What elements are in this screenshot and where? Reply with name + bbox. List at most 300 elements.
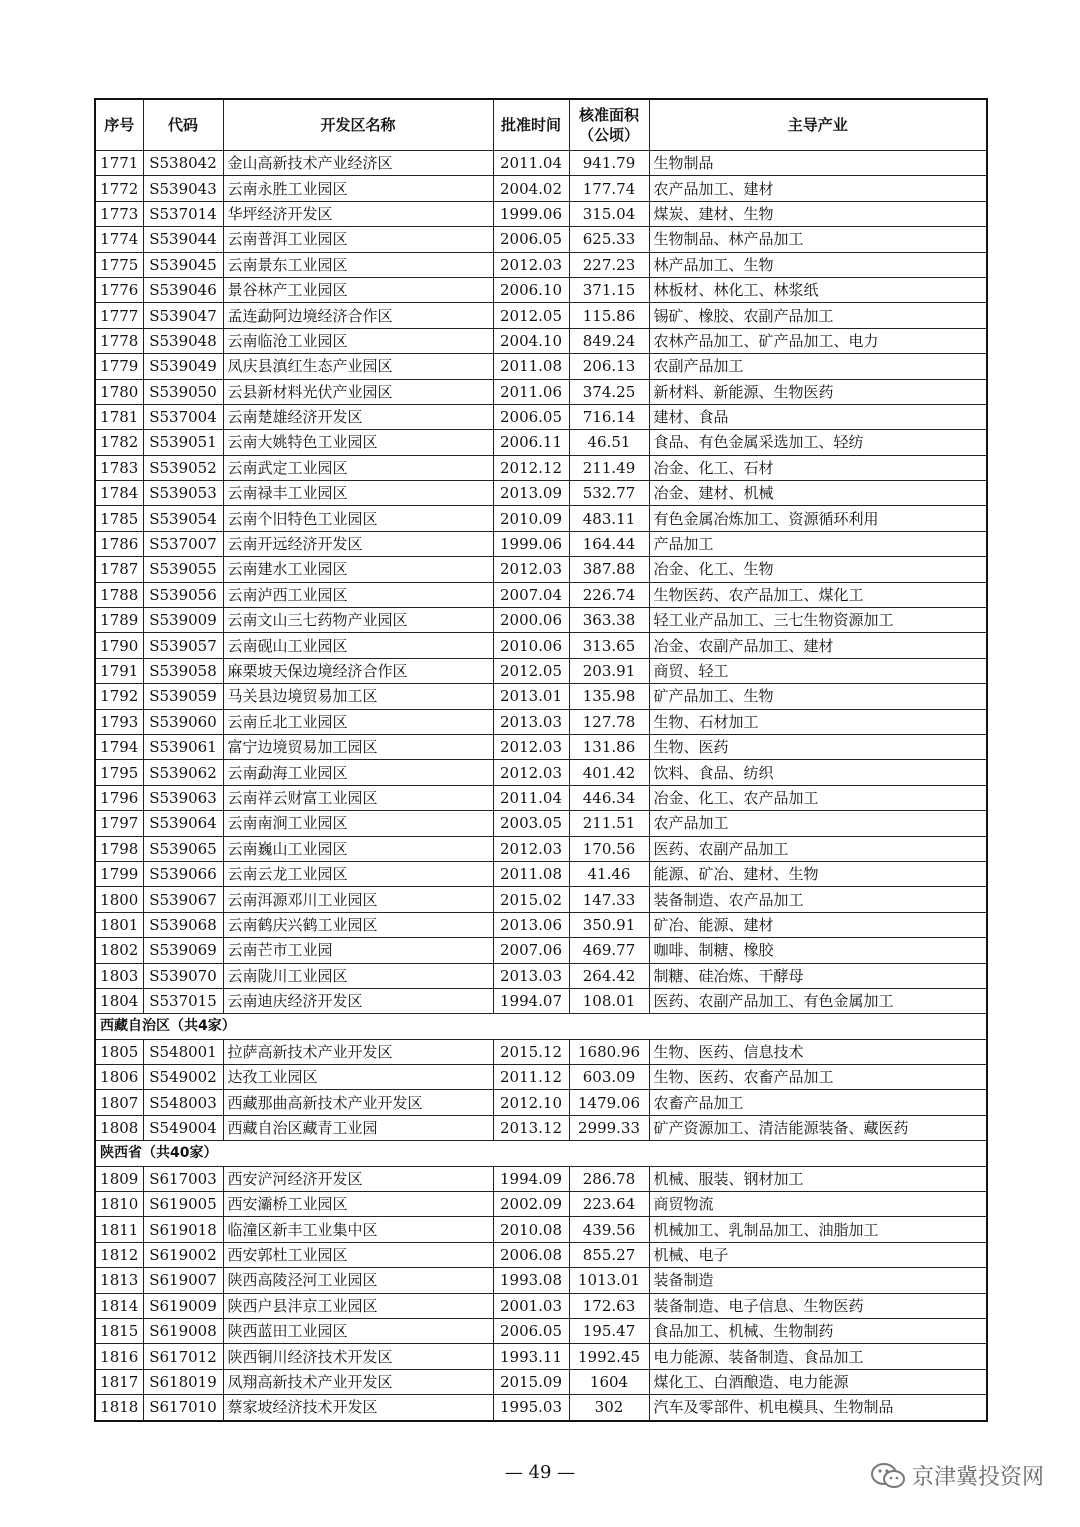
table-row (95, 201, 987, 226)
cell-industry: 生物、石材加工 (649, 709, 987, 734)
cell-code: S548003 (143, 1090, 223, 1115)
cell-date: 1993.11 (493, 1344, 569, 1369)
cell-code: S619007 (143, 1268, 223, 1293)
cell-name: 西安郭杜工业园区 (223, 1242, 493, 1267)
cell-seq: 1787 (95, 557, 143, 582)
table-row (95, 1395, 987, 1421)
cell-industry: 建材、食品 (649, 404, 987, 429)
table-row (95, 861, 987, 886)
table-row (95, 684, 987, 709)
cell-seq: 1788 (95, 582, 143, 607)
cell-seq: 1785 (95, 506, 143, 531)
watermark-text: 京津冀投资网 (911, 1465, 1044, 1490)
table-row (95, 506, 987, 531)
cell-name: 麻栗坡天保边境经济合作区 (223, 658, 493, 683)
cell-code: S549002 (143, 1065, 223, 1090)
table-row (95, 938, 987, 963)
cell-name: 蔡家坡经济技术开发区 (223, 1395, 493, 1421)
cell-date: 1995.03 (493, 1395, 569, 1421)
cell-area: 177.74 (569, 176, 649, 201)
cell-code: S539057 (143, 633, 223, 658)
cell-name: 西安浐河经济开发区 (223, 1166, 493, 1191)
table-row (95, 658, 987, 683)
cell-date: 2012.05 (493, 303, 569, 328)
cell-industry: 食品加工、机械、生物制药 (649, 1318, 987, 1343)
cell-name: 云南景东工业园区 (223, 252, 493, 277)
cell-area: 195.47 (569, 1318, 649, 1343)
cell-date: 2012.03 (493, 760, 569, 785)
cell-seq: 1783 (95, 455, 143, 480)
cell-name: 云南开远经济开发区 (223, 531, 493, 556)
cell-date: 1994.09 (493, 1166, 569, 1191)
cell-area: 716.14 (569, 404, 649, 429)
cell-date: 2013.09 (493, 481, 569, 506)
cell-area: 206.13 (569, 354, 649, 379)
cell-code: S539066 (143, 861, 223, 886)
cell-industry: 轻工业产品加工、三七生物资源加工 (649, 608, 987, 633)
cell-industry: 林产品加工、生物 (649, 252, 987, 277)
cell-code: S539053 (143, 481, 223, 506)
cell-code: S539060 (143, 709, 223, 734)
cell-industry: 农产品加工、建材 (649, 176, 987, 201)
cell-seq: 1781 (95, 404, 143, 429)
cell-seq: 1791 (95, 658, 143, 683)
cell-code: S539050 (143, 379, 223, 404)
cell-industry: 医药、农副产品加工 (649, 836, 987, 861)
cell-seq: 1814 (95, 1293, 143, 1318)
cell-code: S537007 (143, 531, 223, 556)
cell-code: S619008 (143, 1318, 223, 1343)
cell-area: 1680.96 (569, 1039, 649, 1064)
cell-code: S539069 (143, 938, 223, 963)
cell-seq: 1784 (95, 481, 143, 506)
cell-area: 532.77 (569, 481, 649, 506)
cell-name: 云南勐海工业园区 (223, 760, 493, 785)
cell-code: S618019 (143, 1369, 223, 1394)
cell-seq: 1808 (95, 1115, 143, 1140)
cell-area: 264.42 (569, 963, 649, 988)
cell-seq: 1816 (95, 1344, 143, 1369)
table-row (95, 988, 987, 1013)
cell-name: 景谷林产工业园区 (223, 277, 493, 302)
cell-industry: 机械、服装、钢材加工 (649, 1166, 987, 1191)
cell-code: S539058 (143, 658, 223, 683)
cell-seq: 1811 (95, 1217, 143, 1242)
cell-seq: 1805 (95, 1039, 143, 1064)
cell-code: S539043 (143, 176, 223, 201)
cell-area: 387.88 (569, 557, 649, 582)
cell-seq: 1797 (95, 811, 143, 836)
cell-area: 135.98 (569, 684, 649, 709)
table-header-row (95, 99, 987, 151)
cell-code: S539009 (143, 608, 223, 633)
table-row (95, 252, 987, 277)
cell-date: 2010.06 (493, 633, 569, 658)
cell-industry: 机械、电子 (649, 1242, 987, 1267)
cell-date: 2011.08 (493, 354, 569, 379)
cell-industry: 商贸、轻工 (649, 658, 987, 683)
cell-name: 云县新材料光伏产业园区 (223, 379, 493, 404)
cell-seq: 1777 (95, 303, 143, 328)
cell-seq: 1789 (95, 608, 143, 633)
cell-industry: 装备制造、电子信息、生物医药 (649, 1293, 987, 1318)
cell-industry: 冶金、农副产品加工、建材 (649, 633, 987, 658)
cell-date: 2012.05 (493, 658, 569, 683)
table-row (95, 1217, 987, 1242)
header-area-line2: （公顷） (578, 126, 639, 144)
cell-seq: 1801 (95, 912, 143, 937)
cell-date: 2000.06 (493, 608, 569, 633)
cell-industry: 生物、医药 (649, 734, 987, 759)
table-row (95, 1293, 987, 1318)
cell-date: 2006.05 (493, 1318, 569, 1343)
table-row (95, 430, 987, 455)
cell-area: 1992.45 (569, 1344, 649, 1369)
cell-area: 1479.06 (569, 1090, 649, 1115)
cell-name: 西安灞桥工业园区 (223, 1192, 493, 1217)
header-industry: 主导产业 (649, 99, 987, 151)
table-row (95, 1090, 987, 1115)
cell-date: 1993.08 (493, 1268, 569, 1293)
cell-industry: 煤化工、白酒酿造、电力能源 (649, 1369, 987, 1394)
cell-area: 211.49 (569, 455, 649, 480)
cell-seq: 1806 (95, 1065, 143, 1090)
cell-code: S539052 (143, 455, 223, 480)
cell-seq: 1794 (95, 734, 143, 759)
cell-area: 315.04 (569, 201, 649, 226)
cell-seq: 1807 (95, 1090, 143, 1115)
cell-date: 2013.03 (493, 963, 569, 988)
section-title: 陕西省（共40家） (95, 1141, 987, 1166)
cell-code: S538042 (143, 151, 223, 176)
cell-seq: 1810 (95, 1192, 143, 1217)
cell-area: 855.27 (569, 1242, 649, 1267)
cell-date: 2002.09 (493, 1192, 569, 1217)
cell-seq: 1772 (95, 176, 143, 201)
cell-code: S537004 (143, 404, 223, 429)
cell-code: S549004 (143, 1115, 223, 1140)
cell-date: 1999.06 (493, 201, 569, 226)
header-area (569, 99, 649, 151)
cell-name: 西藏自治区藏青工业园 (223, 1115, 493, 1140)
cell-date: 2006.05 (493, 227, 569, 252)
cell-seq: 1796 (95, 785, 143, 810)
table-row (95, 1344, 987, 1369)
cell-name: 云南建水工业园区 (223, 557, 493, 582)
table-row (95, 1242, 987, 1267)
cell-area: 371.15 (569, 277, 649, 302)
cell-industry: 食品、有色金属采选加工、轻纺 (649, 430, 987, 455)
cell-industry: 农副产品加工 (649, 354, 987, 379)
cell-industry: 咖啡、制糖、橡胶 (649, 938, 987, 963)
section-title: 西藏自治区（共4家） (95, 1014, 987, 1039)
cell-code: S539062 (143, 760, 223, 785)
cell-date: 1999.06 (493, 531, 569, 556)
table-row (95, 785, 987, 810)
cell-seq: 1774 (95, 227, 143, 252)
table-row (95, 760, 987, 785)
header-code: 代码 (143, 99, 223, 151)
cell-seq: 1809 (95, 1166, 143, 1191)
cell-name: 云南鹤庆兴鹤工业园区 (223, 912, 493, 937)
table-row (95, 1268, 987, 1293)
cell-industry: 汽车及零部件、机电模具、生物制品 (649, 1395, 987, 1421)
cell-code: S539065 (143, 836, 223, 861)
cell-seq: 1795 (95, 760, 143, 785)
header-date: 批准时间 (493, 99, 569, 151)
cell-name: 云南迪庆经济开发区 (223, 988, 493, 1013)
cell-date: 1994.07 (493, 988, 569, 1013)
cell-code: S539045 (143, 252, 223, 277)
cell-area: 2999.33 (569, 1115, 649, 1140)
table-row (95, 633, 987, 658)
cell-date: 2013.01 (493, 684, 569, 709)
cell-name: 孟连勐阿边境经济合作区 (223, 303, 493, 328)
cell-code: S619018 (143, 1217, 223, 1242)
cell-code: S548001 (143, 1039, 223, 1064)
development-zone-table (94, 98, 988, 1422)
cell-date: 2012.03 (493, 734, 569, 759)
cell-code: S539064 (143, 811, 223, 836)
cell-area: 41.46 (569, 861, 649, 886)
cell-area: 313.65 (569, 633, 649, 658)
cell-seq: 1813 (95, 1268, 143, 1293)
cell-name: 临潼区新丰工业集中区 (223, 1217, 493, 1242)
cell-name: 云南丘北工业园区 (223, 709, 493, 734)
cell-industry: 矿冶、能源、建材 (649, 912, 987, 937)
cell-code: S537014 (143, 201, 223, 226)
cell-seq: 1775 (95, 252, 143, 277)
cell-area: 226.74 (569, 582, 649, 607)
cell-name: 达孜工业园区 (223, 1065, 493, 1090)
cell-date: 2011.06 (493, 379, 569, 404)
table-row (95, 912, 987, 937)
cell-industry: 冶金、化工、生物 (649, 557, 987, 582)
cell-industry: 生物、医药、农畜产品加工 (649, 1065, 987, 1090)
cell-industry: 生物制品 (649, 151, 987, 176)
cell-area: 172.63 (569, 1293, 649, 1318)
cell-name: 西藏那曲高新技术产业开发区 (223, 1090, 493, 1115)
cell-code: S539054 (143, 506, 223, 531)
cell-industry: 生物、医药、信息技术 (649, 1039, 987, 1064)
cell-date: 2006.08 (493, 1242, 569, 1267)
cell-date: 2015.12 (493, 1039, 569, 1064)
section-row (95, 1141, 987, 1166)
cell-date: 2006.10 (493, 277, 569, 302)
table-row (95, 811, 987, 836)
cell-seq: 1779 (95, 354, 143, 379)
cell-industry: 电力能源、装备制造、食品加工 (649, 1344, 987, 1369)
cell-seq: 1800 (95, 887, 143, 912)
cell-name: 云南普洱工业园区 (223, 227, 493, 252)
cell-industry: 矿产资源加工、清洁能源装备、藏医药 (649, 1115, 987, 1140)
cell-date: 2006.11 (493, 430, 569, 455)
section-row (95, 1014, 987, 1039)
header-name: 开发区名称 (223, 99, 493, 151)
cell-name: 云南洱源邓川工业园区 (223, 887, 493, 912)
cell-seq: 1771 (95, 151, 143, 176)
cell-name: 云南楚雄经济开发区 (223, 404, 493, 429)
cell-code: S539048 (143, 328, 223, 353)
cell-name: 马关县边境贸易加工区 (223, 684, 493, 709)
cell-seq: 1803 (95, 963, 143, 988)
cell-industry: 能源、矿冶、建材、生物 (649, 861, 987, 886)
cell-code: S539046 (143, 277, 223, 302)
table-row (95, 151, 987, 176)
cell-industry: 装备制造 (649, 1268, 987, 1293)
cell-industry: 煤炭、建材、生物 (649, 201, 987, 226)
cell-industry: 农林产品加工、矿产品加工、电力 (649, 328, 987, 353)
cell-code: S617003 (143, 1166, 223, 1191)
cell-seq: 1790 (95, 633, 143, 658)
cell-seq: 1815 (95, 1318, 143, 1343)
table-row (95, 303, 987, 328)
cell-industry: 锡矿、橡胶、农副产品加工 (649, 303, 987, 328)
cell-code: S539070 (143, 963, 223, 988)
cell-seq: 1812 (95, 1242, 143, 1267)
cell-name: 云南武定工业园区 (223, 455, 493, 480)
cell-code: S617012 (143, 1344, 223, 1369)
watermark (870, 1460, 1044, 1491)
cell-industry: 有色金属冶炼加工、资源循环利用 (649, 506, 987, 531)
table-row (95, 1115, 987, 1140)
cell-name: 云南砚山工业园区 (223, 633, 493, 658)
cell-name: 凤翔高新技术产业开发区 (223, 1369, 493, 1394)
cell-area: 170.56 (569, 836, 649, 861)
cell-code: S539056 (143, 582, 223, 607)
cell-date: 2012.12 (493, 455, 569, 480)
cell-code: S539059 (143, 684, 223, 709)
table-row (95, 227, 987, 252)
cell-seq: 1818 (95, 1395, 143, 1421)
cell-name: 华坪经济开发区 (223, 201, 493, 226)
table-row (95, 1166, 987, 1191)
cell-industry: 生物制品、林产品加工 (649, 227, 987, 252)
cell-code: S619002 (143, 1242, 223, 1267)
cell-seq: 1792 (95, 684, 143, 709)
table-row (95, 608, 987, 633)
cell-name: 云南云龙工业园区 (223, 861, 493, 886)
cell-name: 云南大姚特色工业园区 (223, 430, 493, 455)
cell-name: 云南陇川工业园区 (223, 963, 493, 988)
table-row (95, 734, 987, 759)
cell-industry: 产品加工 (649, 531, 987, 556)
cell-code: S539067 (143, 887, 223, 912)
cell-area: 350.91 (569, 912, 649, 937)
cell-date: 2013.03 (493, 709, 569, 734)
cell-name: 云南文山三七药物产业园区 (223, 608, 493, 633)
cell-area: 1604 (569, 1369, 649, 1394)
cell-name: 陕西铜川经济技术开发区 (223, 1344, 493, 1369)
table-row (95, 709, 987, 734)
cell-date: 2012.10 (493, 1090, 569, 1115)
cell-seq: 1802 (95, 938, 143, 963)
cell-date: 2012.03 (493, 836, 569, 861)
cell-date: 2003.05 (493, 811, 569, 836)
page-number: — 49 — (504, 1462, 576, 1483)
cell-seq: 1778 (95, 328, 143, 353)
table-row (95, 328, 987, 353)
cell-name: 富宁边境贸易加工园区 (223, 734, 493, 759)
cell-industry: 生物医药、农产品加工、煤化工 (649, 582, 987, 607)
cell-industry: 冶金、建材、机械 (649, 481, 987, 506)
table-row (95, 277, 987, 302)
cell-industry: 新材料、新能源、生物医药 (649, 379, 987, 404)
cell-code: S617010 (143, 1395, 223, 1421)
table-row (95, 1318, 987, 1343)
cell-date: 2004.02 (493, 176, 569, 201)
cell-name: 云南个旧特色工业园区 (223, 506, 493, 531)
table-row (95, 1369, 987, 1394)
table-row (95, 176, 987, 201)
cell-code: S539049 (143, 354, 223, 379)
cell-code: S619009 (143, 1293, 223, 1318)
cell-name: 陕西户县沣京工业园区 (223, 1293, 493, 1318)
cell-area: 439.56 (569, 1217, 649, 1242)
cell-date: 2011.08 (493, 861, 569, 886)
cell-area: 286.78 (569, 1166, 649, 1191)
cell-industry: 冶金、化工、农产品加工 (649, 785, 987, 810)
cell-code: S539063 (143, 785, 223, 810)
table-row (95, 836, 987, 861)
cell-name: 凤庆县滇红生态产业园区 (223, 354, 493, 379)
cell-industry: 林板材、林化工、林浆纸 (649, 277, 987, 302)
table-row (95, 887, 987, 912)
cell-seq: 1804 (95, 988, 143, 1013)
cell-area: 603.09 (569, 1065, 649, 1090)
cell-area: 363.38 (569, 608, 649, 633)
cell-industry: 制糖、硅冶炼、干酵母 (649, 963, 987, 988)
cell-area: 203.91 (569, 658, 649, 683)
cell-date: 2011.04 (493, 785, 569, 810)
cell-date: 2012.03 (493, 557, 569, 582)
cell-area: 1013.01 (569, 1268, 649, 1293)
cell-name: 拉萨高新技术产业开发区 (223, 1039, 493, 1064)
cell-industry: 饮料、食品、纺织 (649, 760, 987, 785)
cell-date: 2013.12 (493, 1115, 569, 1140)
cell-area: 147.33 (569, 887, 649, 912)
cell-area: 223.64 (569, 1192, 649, 1217)
header-area-line1: 核准面积 (578, 106, 639, 124)
cell-date: 2004.10 (493, 328, 569, 353)
cell-name: 云南芒市工业园 (223, 938, 493, 963)
cell-area: 46.51 (569, 430, 649, 455)
cell-date: 2013.06 (493, 912, 569, 937)
wechat-icon (870, 1462, 906, 1490)
cell-code: S539055 (143, 557, 223, 582)
cell-name: 金山高新技术产业经济区 (223, 151, 493, 176)
cell-code: S539051 (143, 430, 223, 455)
cell-industry: 矿产品加工、生物 (649, 684, 987, 709)
cell-area: 302 (569, 1395, 649, 1421)
cell-area: 374.25 (569, 379, 649, 404)
cell-date: 2007.04 (493, 582, 569, 607)
cell-date: 2010.09 (493, 506, 569, 531)
table-row (95, 379, 987, 404)
table-row (95, 1065, 987, 1090)
cell-date: 2001.03 (493, 1293, 569, 1318)
cell-area: 211.51 (569, 811, 649, 836)
cell-date: 2006.05 (493, 404, 569, 429)
cell-seq: 1798 (95, 836, 143, 861)
cell-industry: 机械加工、乳制品加工、油脂加工 (649, 1217, 987, 1242)
cell-industry: 医药、农副产品加工、有色金属加工 (649, 988, 987, 1013)
table-row (95, 963, 987, 988)
cell-industry: 农产品加工 (649, 811, 987, 836)
cell-name: 云南临沧工业园区 (223, 328, 493, 353)
cell-area: 446.34 (569, 785, 649, 810)
cell-area: 941.79 (569, 151, 649, 176)
